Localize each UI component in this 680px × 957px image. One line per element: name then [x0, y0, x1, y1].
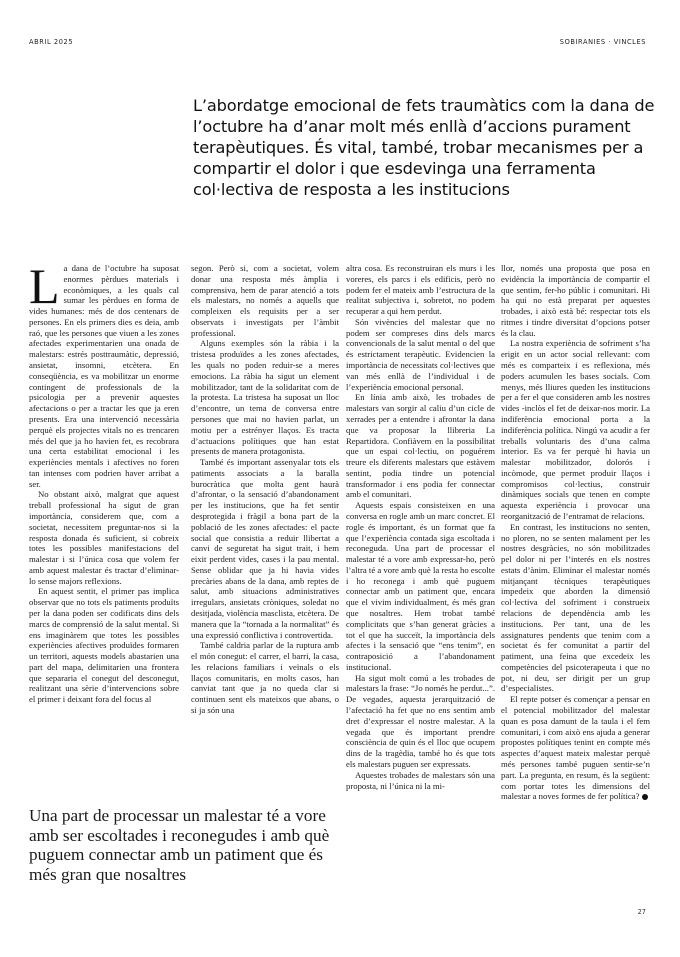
paragraph: Alguns exemples són la ràbia i la tristesa produïdes a les zones afectades, les quals no poden reduir-se a meres emocions. La ràbia ha sigut un element mobilitzador, tant de la solidaritat com de la protesta. La tristesa ha suposat un lloc d’encontre, un tema de conversa entre persones que mai no havien parlat, un motiu per a estrényer llaços. Es tracta d’actuacions polítiques que han estat presents de manera protagonista.	[191, 338, 339, 457]
paragraph: Aquests espais consisteixen en una conversa en rogle amb un marc concret. El rogle és important, és un format que fa que l’experiència contada siga escoltada i reconeguda. Una part de processar el malestar té a vore amb expressar-ho, però l’altra té a vore amb què la resta ho escolte i ho reconega i amb què puguem connectar amb un patiment que, encara que el vivim individualment, és més gran que nosaltres. Hem trobat també complicitats que s’han generat gràcies a tot el que ha succeït, la importància dels afectes i la sensació que “ens tenim”, en contraposició a l’abandonament institucional.	[346, 500, 495, 672]
article-column-1	[29, 258, 179, 705]
paragraph: No obstant això, malgrat que aquest treball professional ha sigut de gran importància, considerem que, com a societat, necessitem preguntar-nos si la resposta donada és suficient, si cobreix totes les possibles manifestacions del malestar i si l’única cosa que volem fer amb aquest malestar és tractar d’eliminar-lo sense majors reflexions.	[29, 489, 179, 586]
paragraph: En línia amb això, les trobades de malestars van sorgir al caliu d’un cicle de xerrades per a entendre i afrontar la dana que va proposar la llibreria La Repartidora. Confiàvem en la possibilitat que un espai col·lectiu, on poguérem treure els diferents malestars que estàvem sentint, podia tindre un potencial transformador i ens podia fer connectar amb el comunitari.	[346, 392, 495, 500]
paragraph: Són vivències del malestar que no podem ser compreses dins dels marcs convencionals de la salut mental o del que és estrictament terapèutic. Evidencien la importància de necessitats col·lectives que van més enllà de l’individual i de l’experiència emocional personal.	[346, 316, 495, 392]
bottom-pull-quote: Una part de processar un malestar té a vore amb ser escoltades i reconegudes i amb què puguem connectar amb un patiment que és més gran que nosaltres	[29, 806, 330, 884]
paragraph: Aquestes trobades de malestars són una proposta, ni l’única ni la mi-	[346, 769, 495, 791]
pull-quote: L’abordatge emocional de fets traumàtics com la dana de l’octubre ha d’anar molt més enllà d’accions purament terapèutiques. És vital, també, trobar mecanismes per a compartir el dolor i que esdevinga una ferramenta col·lectiva de resposta a les institucions	[193, 96, 655, 199]
page-number: 27	[637, 908, 646, 916]
article-column-3	[346, 263, 495, 791]
paragraph: segon. Però si, com a societat, volem donar una resposta més àmplia i comprensiva, hem de parar atenció a tots els malestars, no només a aquells que compleixen els requisits per a ser observats i investigats per l’àmbit professional.	[191, 263, 339, 338]
issue-date: ABRIL 2025	[29, 38, 74, 46]
paragraph: a dana de l’octubre ha suposat enormes pèrdues materials i econòmiques, a les quals cal sumar les pèrdues en forma de vides humanes: més de dos centenars de persones. En els primers dies es deia, amb raó, que les persones que viuen a les zones afectades experimentarien una onada de malestars: estrés posttraumàtic, depressió, ansietat, insomni, etcètera. En conseqüència, es va mobilitzar un enorme contingent de professionals de la psicologia per a prevenir aquestes afectacions o per a tractar les que ja eren presents. Era una intervenció necessària perquè els projectes vitals no es trencaren més del que ja ho havien fet, es recobrara una certa estabilitat emocional i les experiències mentals i afectives no foren tan intenses com podrien haver arribat a ser.	[29, 263, 179, 489]
end-mark-icon	[642, 794, 648, 800]
paragraph: En aquest sentit, el primer pas implica observar que no tots els patiments produïts per la dana poden ser codificats dins dels marcs de comprensió de la salut mental. Si ens imaginàrem que totes les possibles experiències afectives produïdes formaren un territori, aquests models abastarien una part del mapa, delimitarien una frontera que separaria el conegut del desconegut, realitzant una sèrie d’intervencions sobre el primer i deixant fora del focus al	[29, 586, 179, 705]
paragraph: També caldria parlar de la ruptura amb el món conegut: el carrer, el barri, la casa, les relacions familiars i veïnals o els llaços comunitaris, en molts casos, han canviat tant que ja no queda clar si continuen sent els mateixos que abans, o si ja són una	[191, 640, 339, 716]
article-column-4	[501, 263, 650, 802]
section-label: SOBIRANIES · VINCLES	[559, 38, 646, 46]
paragraph: Ha sigut molt comú a les trobades de malestars la frase: “Jo només he perdut...”. De vegades, aquesta jerarquització de l’afectació ha fet que no ens sentim amb dret d’expressar el nostre malestar. A la vegada que és important prendre consciència de quin és el lloc que ocupem dins de la tragèdia, també ho és que tots els malestars puguen ser expressats.	[346, 672, 495, 769]
paragraph-last	[501, 694, 650, 802]
article-column-2	[191, 263, 339, 716]
paragraph: També és important assenyalar tots els patiments associats a la baralla burocràtica que molta gent haurà d’afrontar, o la sensació d’abandonament per les institucions, que ha fet sentir desprotegida i fràgil a bona part de la població de les zones afectades: el pacte social que consistia a reduir llibertat a canvi de seguretat ha sigut trait, i hem eixit perdent vides, cases i la pau mental. Sense oblidar que ja hi havia vides precàries abans de la dana, amb reptes de salut, amb situacions administratives irregulars, ansietats cròniques, soledat no desitjada, violència masclista, etcètera. De manera que la “tornada a la normalitat” és una expressió conflictiva i controvertida.	[191, 457, 339, 640]
paragraph-text: El repte potser és començar a pensar en el potencial mobilitzador del malestar quan es posa damunt de la taula i el fem comunitari, i com això ens ajuda a generar propostes polítiques tenint en compte més aspectes d’aquest mateix malestar perquè més persones també puguen sentir-se’n part. La pregunta, en resum, és la següent: com portar totes les dimensions del malestar a noves formes de fer política?	[501, 694, 650, 802]
paragraph: llor, només una proposta que posa en evidència la importància de compartir el que sentim, fer-ho públic i comunitari. Hi ha qui no està preparat per aquestes trobades, i això està bé: respectar tots els ritmes i tindre diversitat d’opcions potser és la clau.	[501, 263, 650, 338]
paragraph: altra cosa. Es reconstruiran els murs i les voreres, els parcs i els edificis, però no podem fer el mateix amb l’estructura de la realitat subjectiva i, sobretot, no podem recuperar a qui hem perdut.	[346, 263, 495, 317]
paragraph: La nostra experiència de sofriment s’ha erigit en un actor social rellevant: com més es comparteix i es reflexiona, més poders acumulen les bases socials. Com menys, més lliures queden les institucions per a fer el que consideren amb les nostres vides -inclòs el fet de deixar-nos morir. La indiferència emocional porta a la indiferència política. Ningú va acudir a fer treballs voluntaris des d’una calma interior. Es va fer perquè hi havia un malestar mobilitzador, dolorós i incòmode, que permet produir llaços i compromisos col·lectius, construir dinàmiques socials que tenen en compte aquesta experiència i provocar una reorganització de l’entramat de relacions.	[501, 338, 650, 521]
paragraph: En contrast, les institucions no senten, no ploren, no se senten malament per les nostres desgràcies, no són mobilitzades pel dolor ni per l’interés en els nostres estats d’ànim. Eliminar el malestar només mitjançant tècniques terapèutiques impedeix que aborden la dimensió col·lectiva del sofriment i construeix relacions de dependència amb les institucions. Per tant, una de les assignatures pendents que tenim com a societat és fer comunitat a partir del patiment, una feina que excedeix les competències del psicoterapeuta i que no pot, ni deu, ser dirigit per un grup d’especialistes.	[501, 521, 650, 694]
drop-cap: L	[29, 258, 60, 314]
